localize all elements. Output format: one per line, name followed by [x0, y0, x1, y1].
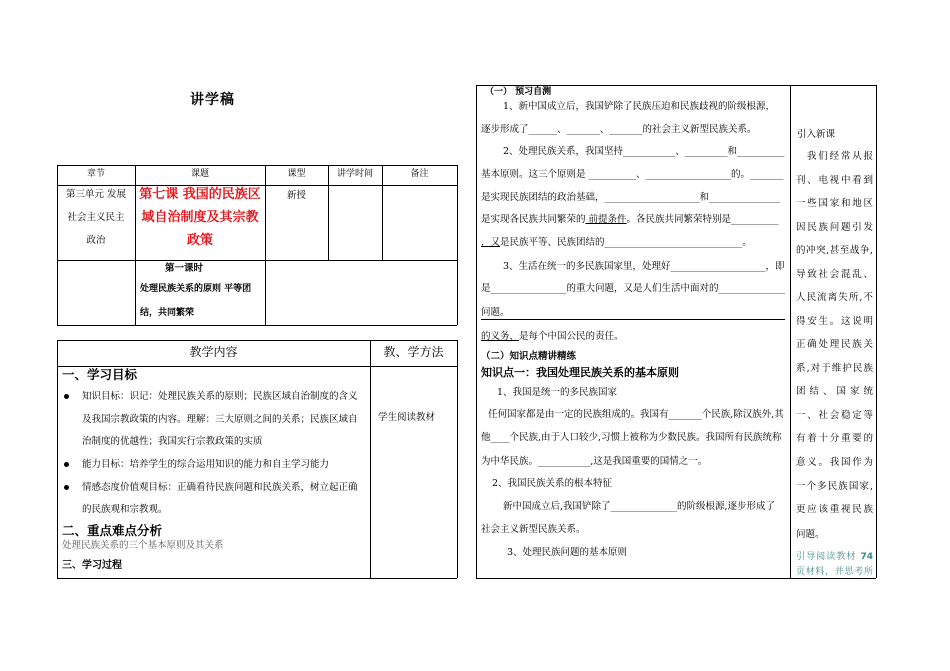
chapter-line: 第三单元 发展 — [65, 189, 127, 200]
intro-line: 因民族问题引发 — [796, 222, 873, 233]
table-border — [57, 260, 457, 261]
table-border — [57, 578, 457, 579]
lesson-title-line: 域自治制度及其宗教 — [141, 210, 259, 225]
underlined-term: 的义务， — [481, 331, 520, 342]
preview-q2-line: 基本原则。这三个原则是 __________、__________________的。_______ — [481, 169, 784, 180]
intro-line: 的冲突,甚至战争, — [796, 245, 873, 256]
preview-heading: （一） 预习自测 — [485, 87, 552, 97]
goal-knowledge-line: 治制度的优越性；我国实行宗教政策的实质 — [82, 436, 263, 447]
header-content: 教学内容 — [189, 345, 238, 359]
intro-line: 团结、国家统 — [796, 386, 873, 397]
header-lesson: 课题 — [190, 169, 209, 179]
goal-knowledge-line: 及我国宗教政策的内容。理解：三大原则之间的关系；民族区域自 — [82, 414, 358, 425]
header-chapter: 章节 — [86, 169, 105, 179]
preview-q3-line: 是________________的重大问题，又是人们生活中面对的______________ — [481, 283, 786, 294]
knowledge-line: 任何国家都是由一定的民族组成的。我国有_______个民族,除汉族外,其 — [488, 409, 784, 420]
goal-attitude-line: 情感态度价值观目标：正确看待民族问题和民族关系，树立起正确 — [82, 482, 358, 493]
underlined-term: 前提条件 — [585, 214, 627, 225]
lesson-title-line: 第七课 我国的民族区 — [139, 187, 261, 202]
intro-line: 意义。我国作为 — [796, 457, 873, 468]
knowledge-line: 为中华民族。___________,这是我国重要的国情之一。 — [481, 456, 708, 467]
lesson-period: 第一课时 — [165, 263, 204, 274]
intro-label: 引入新课 — [797, 129, 836, 140]
table-border — [370, 340, 371, 578]
line-segment: 是每个中国公民的责任。 — [519, 331, 624, 342]
knowledge-heading: （二）知识点精讲精练 — [481, 351, 577, 362]
table-border — [457, 165, 458, 325]
box-border — [476, 578, 876, 579]
line-segment: 。各民族共同繁荣特别是__________ — [626, 214, 779, 225]
guide-text: 引导阅读教材 — [796, 552, 857, 562]
goal-ability-line: 能力目标：培养学生的综合运用知识的能力和自主学习能力 — [82, 459, 330, 470]
section-goals: 一、学习目标 — [62, 367, 138, 382]
intro-line: 一些国家和地区 — [796, 198, 873, 209]
intro-line: 一个多民族国家, — [796, 481, 873, 492]
knowledge-line: 新中国成立后,我国铲除了______________的阶级根源,逐步形成了 — [503, 501, 776, 512]
intro-line: 一、社会稳定等 — [796, 410, 873, 421]
intro-line: 有着十分重要的 — [796, 433, 873, 444]
table-border — [57, 165, 457, 166]
section-key-points: 二、重点难点分析 — [62, 523, 163, 538]
goal-knowledge-line: 知识目标：识记：处理民族关系的原则；民族区域自治制度的含义 — [82, 391, 358, 402]
bullet-icon — [64, 394, 69, 399]
preview-q1-line: 1、新中国成立后，我国铲除了民族压迫和民族歧视的阶级根源， — [503, 101, 776, 112]
preview-q2-line — [481, 214, 779, 226]
intro-line: 正确处理民族关 — [796, 339, 873, 350]
lesson-type: 新授 — [286, 190, 306, 201]
intro-line: 导致社会混乱、 — [796, 269, 873, 280]
knowledge-point-title: 知识点一：我国处理民族关系的基本原则 — [481, 366, 679, 379]
preview-q3-line: 问题。 — [481, 307, 785, 320]
bullet-icon — [64, 462, 69, 467]
goal-attitude-line: 的民族观和宗教观。 — [82, 504, 168, 515]
intro-line: 刊、电视中看到 — [796, 175, 873, 186]
bullet-icon — [64, 485, 69, 490]
guide-note-line: 页材料，并思考所 — [796, 567, 873, 577]
chapter-line: 政治 — [86, 235, 106, 246]
method-note: 学生阅读教材 — [378, 412, 436, 423]
key-point-text: 处理民族关系的三个基本原则及其关系 — [62, 540, 224, 551]
section-process: 三、学习过程 — [62, 560, 122, 571]
preview-q3-line — [481, 331, 624, 343]
knowledge-line: 他____个民族,由于人口较少,习惯上被称为少数民族。我国所有民族统称 — [481, 432, 782, 443]
line-segment: 是实现各民族共同繁荣的 — [481, 214, 586, 225]
box-border — [790, 85, 791, 578]
guide-page-number: 74 — [860, 552, 873, 562]
header-time: 讲学时间 — [336, 169, 373, 179]
intro-line: 更应该重视民族 — [796, 504, 873, 515]
chapter-line: 社会主义民主 — [67, 212, 125, 223]
header-note: 备注 — [410, 169, 429, 179]
preview-q1-line: 逐步形成了______、_______、_______的社会主义新型民族关系。 — [481, 124, 757, 135]
table-border — [57, 340, 457, 341]
guide-note-line — [796, 551, 873, 563]
lesson-title-line: 政策 — [186, 233, 213, 248]
preview-q2-line: 2、处理民族关系，我国坚持___________、_________和__________ — [503, 146, 785, 157]
table-border — [57, 185, 457, 186]
preview-q3-line: 3、生活在统一的多民族国家里，处理好____________________，即 — [503, 261, 785, 272]
intro-line: 得安生。这说明 — [796, 316, 873, 327]
preview-q2-line — [481, 237, 752, 249]
box-border — [876, 85, 877, 578]
header-type: 课型 — [287, 169, 306, 179]
intro-line: 系,对于维护民族 — [796, 363, 873, 374]
line-segment: 是民族平等、民族团结的_____________________________。 — [500, 237, 752, 248]
knowledge-subtitle: 1、我国是统一的多民族国家 — [497, 387, 618, 398]
knowledge-line: 社会主义新型民族关系。 — [481, 524, 586, 535]
knowledge-subtitle: 3、处理民族问题的基本原则 — [507, 547, 628, 558]
box-border — [476, 85, 477, 578]
table-border — [457, 340, 458, 578]
lesson-topic-line: 结，共同繁荣 — [140, 308, 195, 318]
lesson-topic-line: 处理民族关系的原则 平等团 — [140, 284, 252, 294]
underlined-term: ，又 — [481, 237, 501, 248]
table-border — [57, 340, 58, 578]
intro-line: 人民流离失所,不 — [796, 292, 873, 303]
preview-q2-line: 是实现民族团结的政治基础，____________________和_______________ — [481, 192, 781, 203]
intro-line: 我们经常从报 — [807, 151, 873, 162]
table-border — [265, 165, 266, 325]
table-border — [57, 325, 457, 326]
knowledge-subtitle: 2、我国民族关系的根本特征 — [492, 478, 613, 489]
intro-line: 问题。 — [796, 529, 825, 540]
header-method: 教、学方法 — [383, 345, 444, 359]
page-title: 讲学稿 — [190, 92, 235, 108]
